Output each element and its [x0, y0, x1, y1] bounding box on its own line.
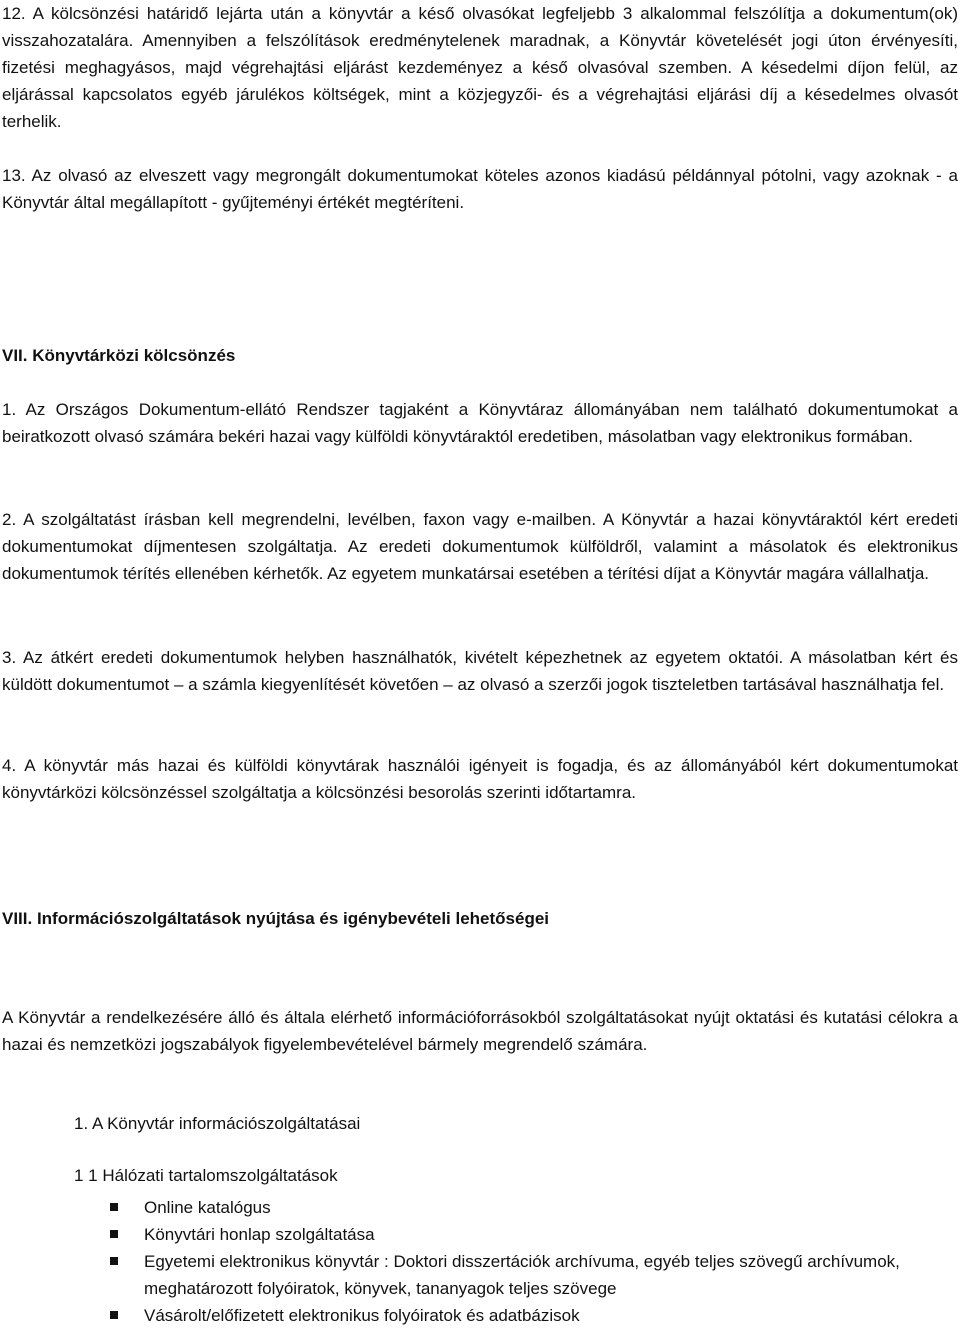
list-item — [110, 1221, 958, 1248]
paragraph-13-block — [2, 162, 958, 216]
section-8-heading: VIII. Információszolgáltatások nyújtása és igénybevételi lehetőségei — [2, 909, 550, 928]
square-bullet-icon — [110, 1230, 118, 1238]
list-item-text: Online katalógus — [144, 1198, 271, 1217]
paragraph-12-block — [2, 0, 958, 135]
list-item-text: Könyvtári honlap szolgáltatása — [144, 1225, 375, 1244]
paragraph-13: 13. Az olvasó az elveszett vagy megrongált dokumentumokat köteles azonos kiadású példánnyal pótolni, vagy azoknak - a Könyvtár által megállapított - gyűjteményi értékét megtéríteni. — [2, 166, 958, 212]
section-8-heading-block — [2, 905, 958, 932]
subsection-1-block — [74, 1110, 958, 1137]
section-7-item-1: 1. Az Országos Dokumentum-ellátó Rendszer tagjaként a Könyvtáraz állományában nem található dokumentumokat a beiratkozott olvasó számára bekéri hazai vagy külföldi könyvtáraktól eredetiben, másolatban vagy elektronikus formában. — [2, 400, 958, 446]
section-7-item-2: 2. A szolgáltatást írásban kell megrendelni, levélben, faxon vagy e-mailben. A Könyvtár a hazai könyvtáraktól kért eredeti dokumentumokat díjmentesen szolgáltatja. Az eredeti dokumentumok külföldről, valamint a másolatok és elektronikus dokumentumok térítés ellenében kérhetők. Az egyetem munkatársai esetében a térítési díjat a Könyvtár magára vállalhatja. — [2, 510, 958, 583]
list-item — [110, 1302, 958, 1329]
network-services-list — [110, 1194, 958, 1329]
section-8-intro-block — [2, 1004, 958, 1058]
subsection-1-title: 1. A Könyvtár információszolgáltatásai — [74, 1114, 361, 1133]
square-bullet-icon — [110, 1257, 118, 1265]
list-item — [110, 1194, 958, 1221]
section-7-heading-block — [2, 342, 958, 369]
subsection-1-1-block — [74, 1162, 958, 1189]
subsection-1-1-title: 1 1 Hálózati tartalomszolgáltatások — [74, 1166, 338, 1185]
section-7-item-3-block — [2, 644, 958, 698]
section-8-intro: A Könyvtár a rendelkezésére álló és általa elérhető információforrásokból szolgáltatásokat nyújt oktatási és kutatási célokra a hazai és nemzetközi jogszabályok figyelembevételével bármely megrendelő számára. — [2, 1008, 958, 1054]
section-7-item-3: 3. Az átkért eredeti dokumentumok helyben használhatók, kivételt képezhetnek az egyetem oktatói. A másolatban kért és küldött dokumentumot – a számla kiegyenlítését követően – az olvasó a szerzői jogok tiszteletben tartásával használhatja fel. — [2, 648, 958, 694]
section-7-heading: VII. Könyvtárközi kölcsönzés — [2, 346, 236, 365]
section-7-item-1-block — [2, 396, 958, 450]
list-item — [110, 1248, 958, 1302]
list-item-text: Vásárolt/előfizetett elektronikus folyóiratok és adatbázisok — [144, 1306, 580, 1325]
paragraph-12: 12. A kölcsönzési határidő lejárta után a könyvtár a késő olvasókat legfeljebb 3 alkalommal felszólítja a dokumentum(ok) visszahozatalára. Amennyiben a felszólítások eredménytelenek maradnak, a Könyvtár követelését jogi úton érvényesíti, fizetési meghagyásos, majd végrehajtási eljárást kezdeményez a késő olvasóval szemben. A késedelmi díjon felül, az eljárással kapcsolatos egyéb járulékos költségek, mint a közjegyzői- és a végrehajtási eljárási díj a késedelmes olvasót terhelik. — [2, 4, 958, 131]
section-7-item-4-block — [2, 752, 958, 806]
section-7-item-4: 4. A könyvtár más hazai és külföldi könyvtárak használói igényeit is fogadja, és az állományából kért dokumentumokat könyvtárközi kölcsönzéssel szolgáltatja a kölcsönzési besorolás szerinti időtartamra. — [2, 756, 958, 802]
square-bullet-icon — [110, 1311, 118, 1319]
square-bullet-icon — [110, 1203, 118, 1211]
section-7-item-2-block — [2, 506, 958, 587]
list-item-text: Egyetemi elektronikus könyvtár : Doktori disszertációk archívuma, egyéb teljes szövegű archívumok, meghatározott folyóiratok, könyvek, tananyagok teljes szövege — [144, 1252, 900, 1298]
